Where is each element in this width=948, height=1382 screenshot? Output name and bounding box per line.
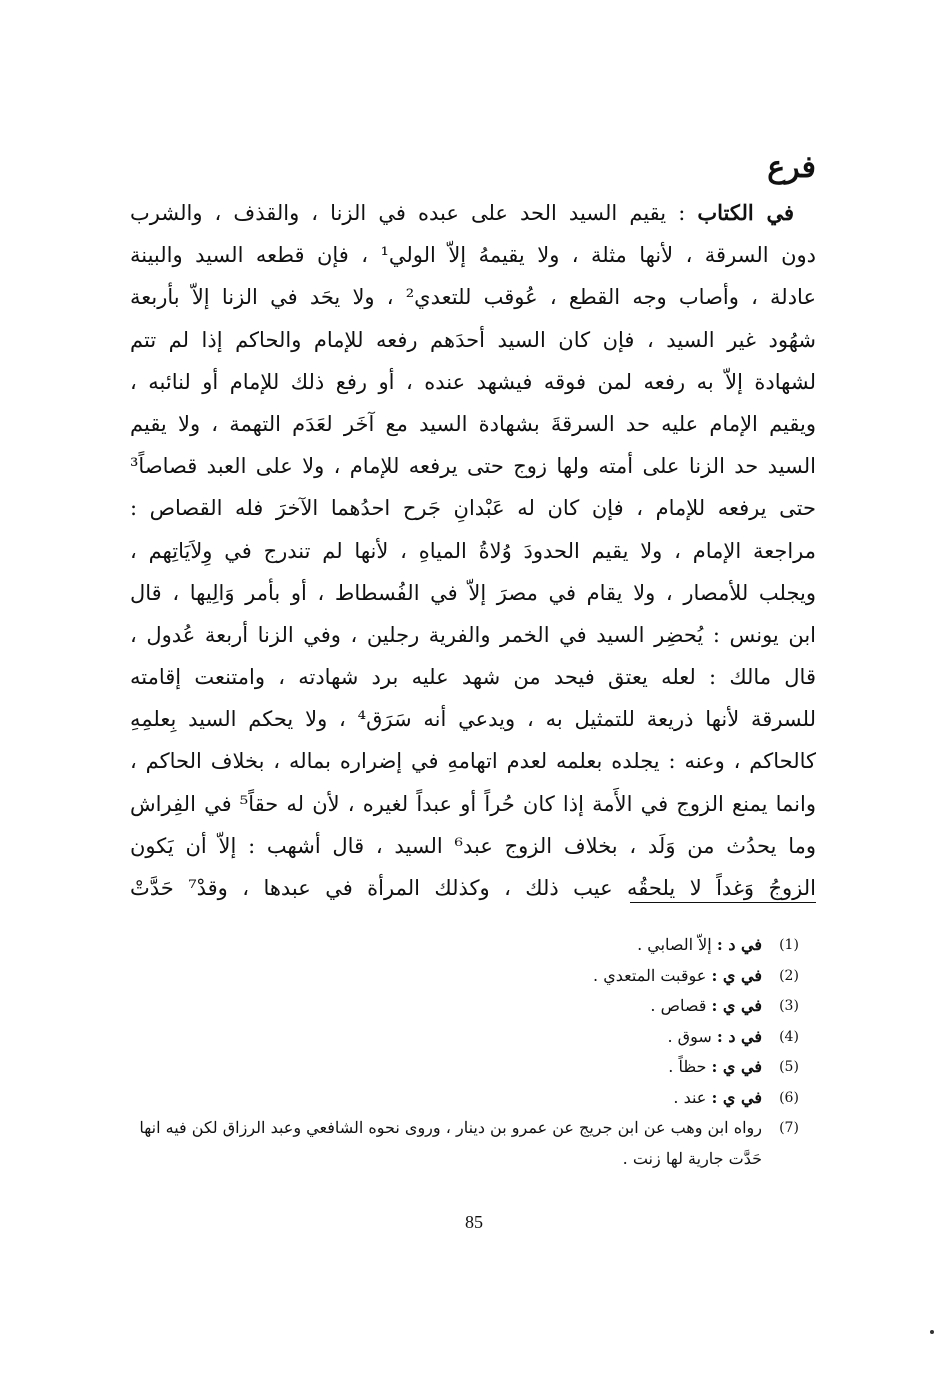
footnote-body: سوق . [667, 1026, 712, 1046]
text-line: الزوجُ وَغداً لا يلحقُه عيب ذلك ، وكذلك المرأة في عبدها ، وقدْ⁷ حَدَّتْ [130, 876, 816, 900]
footnote-text [130, 1052, 762, 1083]
footnote-number: (6) [779, 1089, 799, 1106]
text-line: لشهادة إلاّ به رفعه لمن فوقه فيشهد عنده ، أو رفع ذلك للإمام أو لنائبه ، [130, 369, 816, 394]
footnotes-list [130, 930, 816, 1174]
footnote-text [130, 961, 762, 992]
text-line: كالحاكم ، وعنه : يجلده بعلمه لعدم اتهامهِ في إضراره بماله ، بخلاف الحاكم ، [130, 749, 816, 774]
footnote-source: في ي : [711, 1087, 762, 1107]
footnote-source: في د : [716, 1026, 762, 1046]
footnote-number: (5) [779, 1059, 799, 1075]
footnote-text [130, 1083, 762, 1114]
footnote-item [130, 930, 816, 961]
footnote-item [130, 991, 816, 1022]
text-line: ويقيم الإمام عليه حد السرقةَ بشهادة السيد مع آخَر لعَدَم التهمة ، ولا يقيم [130, 411, 816, 436]
text-line-content: : يقيم السيد الحد على عبده في الزنا ، والقذف ، والشرب [130, 201, 698, 225]
text-line: دون السرقة ، لأنها مثلة ، ولا يقيمهُ إلاّ الولي¹ ، فإن قطعه السيد والبينة [130, 243, 816, 268]
footnote-source: في ي : [711, 996, 762, 1015]
footnote-item [130, 961, 816, 992]
footnote-body: قصاص . [650, 996, 707, 1015]
footnote-number: (4) [779, 1028, 799, 1045]
footnote-body: عوقبت المتعدي . [593, 965, 707, 985]
text-line: حتى يرفعه للإمام ، فإن كان له عَبْدانِ جَرح احدُهما الآخرَ فله القصاص : [130, 496, 816, 521]
footnote-item [130, 1113, 816, 1174]
footnote-text [130, 991, 762, 1022]
text-line: ويجلب للأمصار ، ولا يقام في مصرَ إلاّ في الفُسطاط ، أو بأمر وَالِيها ، قال [130, 580, 816, 605]
footnote-source: في د : [716, 935, 762, 954]
text-line: مراجعة الإمام ، ولا يقيم الحدودَ وُلاةُ المياهِ ، لأنها لم تندرج في وِلاَيَاتِهم ، [130, 538, 816, 563]
text-line: وانما يمنع الزوج في الأَمة إذا كان حُراً أو عبداً لغيره ، لأن له حقاً⁵ في الفِراش [130, 791, 816, 816]
lead-word: في الكتاب [697, 200, 794, 225]
footnote-item [130, 1083, 816, 1114]
footnote-item [130, 1052, 816, 1083]
text-line: وما يحدُث من وَلَد ، بخلاف الزوج عبد⁶ السيد ، قال أشهب : إلاّ أن يَكون [130, 833, 816, 858]
text-line: عادلة ، وأصاب وجه القطع ، عُوقب للتعدي² ، ولا يحَد في الزنا إلاّ بأربعة [130, 285, 816, 310]
text-line: ابن يونس : يُحضِر السيد في الخمر والفرية رجلين ، وفي الزنا أربعة عُدول ، [130, 622, 816, 647]
text-line: قال مالك : لعله يعتق فيحد من شهد عليه برد شهادته ، وامتنعت إقامته [130, 665, 816, 690]
footnote-text [130, 930, 762, 961]
text-line: السيد حد الزنا على أمته ولها زوج حتى يرفعه للإمام ، ولا على العبد قصاصاً³ [130, 454, 816, 479]
footnote-number: (7) [779, 1120, 799, 1136]
scan-speck [930, 1330, 934, 1334]
footnote-text: رواه ابن وهب عن ابن جريج عن عمرو بن دينار ، وروى نحوه الشافعي وعبد الرزاق لكن فيه انها حَدَّت جارية لها زنت . [139, 1118, 762, 1168]
page-number: 85 [465, 1212, 483, 1232]
main-text-block [130, 192, 816, 909]
footnote-item [130, 1022, 816, 1053]
footnote-source: في ي : [711, 965, 762, 985]
footnote-divider [630, 902, 816, 903]
footnote-text [130, 1022, 762, 1053]
footnote-body: حظاً . [668, 1057, 707, 1076]
text-line: شهُود غير السيد ، فإن كان السيد أحدَهم رفعه للإمام والحاكم إذا لم تتم [130, 327, 816, 352]
footnote-number: (1) [779, 937, 799, 953]
footnote-body: إلاّ الصابي . [637, 935, 712, 954]
footnote-number: (3) [779, 998, 799, 1014]
text-line: للسرقة لأنها ذريعة للتمثيل به ، ويدعي أنه سَرَق⁴ ، ولا يحكم السيد بِعلمِهِ [130, 707, 816, 732]
footnote-number: (2) [779, 967, 799, 984]
footnote-source: في ي : [711, 1057, 762, 1076]
section-heading: فرع [767, 150, 816, 185]
text-line [130, 192, 816, 234]
footnote-body: عند . [673, 1087, 707, 1107]
